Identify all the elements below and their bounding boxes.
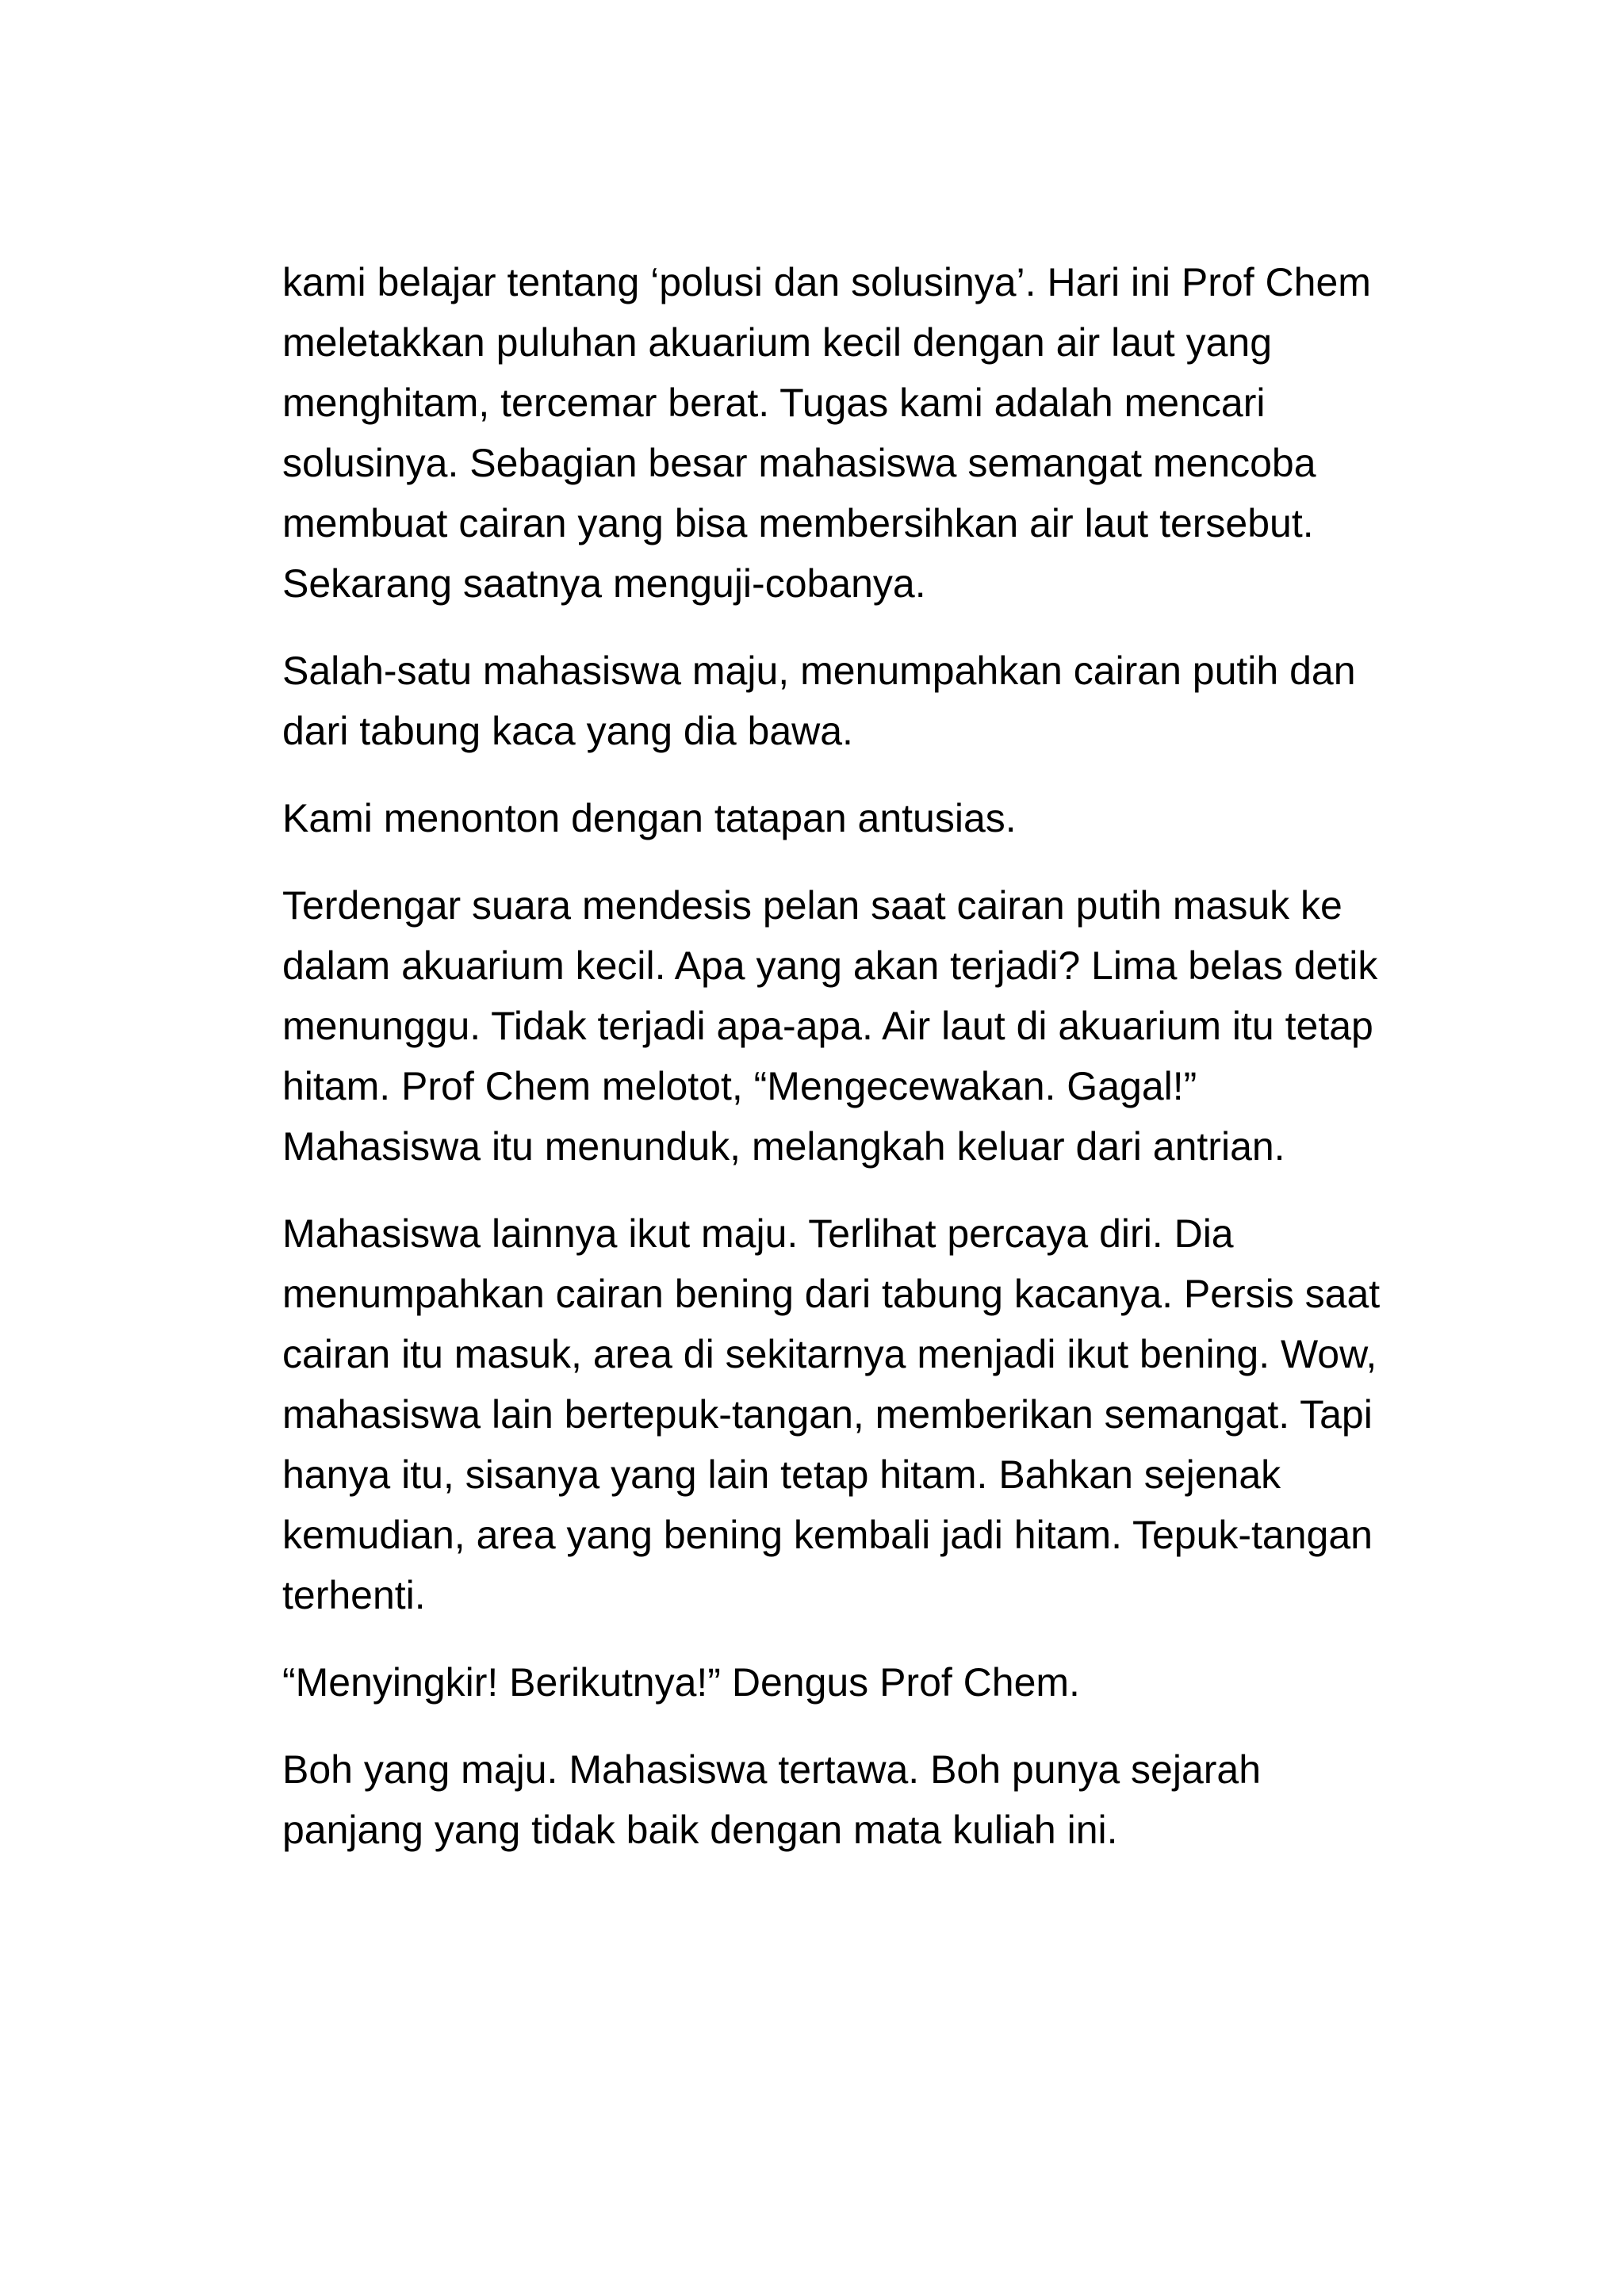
paragraph-6: “Menyingkir! Berikutnya!” Dengus Prof Chem. [282, 1660, 1080, 1705]
paragraph-2: Salah-satu mahasiswa maju, menumpahkan cairan putih dan dari tabung kaca yang dia bawa. [282, 649, 1356, 753]
paragraph-7: Boh yang maju. Mahasiswa tertawa. Boh punya sejarah panjang yang tidak baik dengan mata kuliah ini. [282, 1747, 1262, 1852]
paragraph-4: Terdengar suara mendesis pelan saat cairan putih masuk ke dalam akuarium kecil. Apa yang akan terjadi? Lima belas detik menunggu. Tidak terjadi apa-apa. Air laut di akuarium itu tetap hitam. Prof Chem melotot, “Mengecewakan. Gagal!” Mahasiswa itu menunduk, melangkah keluar dari antrian. [282, 883, 1378, 1169]
paragraph-5: Mahasiswa lainnya ikut maju. Terlihat percaya diri. Dia menumpahkan cairan bening dari tabung kacanya. Persis saat cairan itu masuk, area di sekitarnya menjadi ikut bening. Wow, mahasiswa lain bertepuk-tangan, memberikan semangat. Tapi hanya itu, sisanya yang lain tetap hitam. Bahkan sejenak kemudian, area yang bening kembali jadi hitam. Tepuk-tangan terhenti. [282, 1211, 1381, 1617]
document-body [282, 252, 1385, 1860]
paragraph-1: kami belajar tentang ‘polusi dan solusinya’. Hari ini Prof Chem meletakkan puluhan akuarium kecil dengan air laut yang menghitam, tercemar berat. Tugas kami adalah mencari solusinya. Sebagian besar mahasiswa semangat mencoba membuat cairan yang bisa membersihkan air laut tersebut. Sekarang saatnya menguji-cobanya. [282, 260, 1371, 606]
paragraph-3: Kami menonton dengan tatapan antusias. [282, 796, 1017, 840]
